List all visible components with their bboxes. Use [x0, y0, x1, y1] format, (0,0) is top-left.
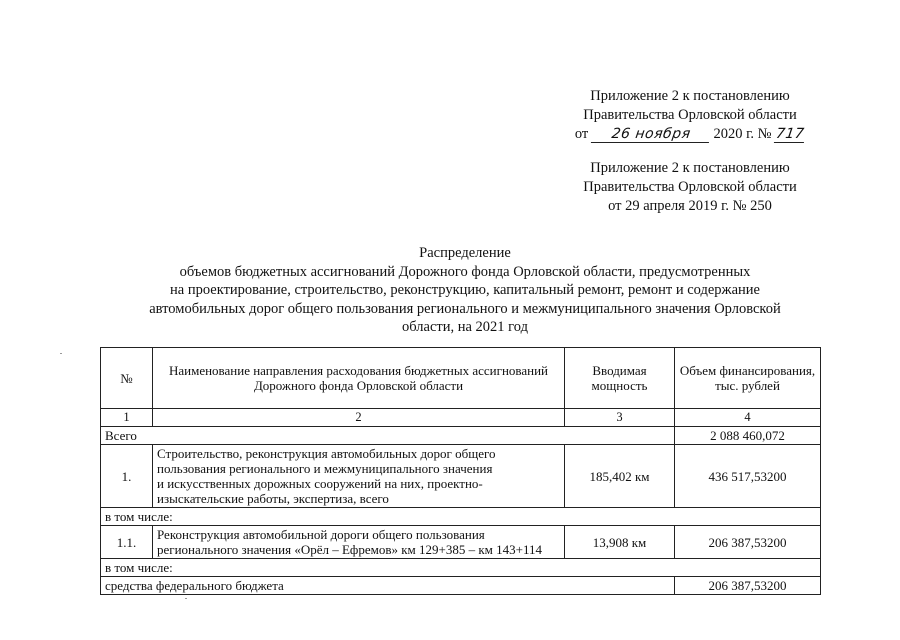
title-line4: автомобильных дорог общего пользования регионального и межмуниципального значения Орловской — [149, 300, 781, 317]
table-header-row — [101, 348, 821, 409]
including-label: в том числе: — [101, 508, 821, 526]
column-number: 3 — [565, 409, 675, 427]
header-capacity-line2: мощность — [591, 378, 648, 393]
amendment-year: 2020 г. № — [713, 126, 772, 142]
table-row-including — [101, 508, 821, 526]
header-funding-line1: Объем финансирования, — [679, 363, 816, 378]
amendment-header — [560, 87, 820, 144]
title-line2: объемов бюджетных ассигнований Дорожного фонда Орловской области, предусмотренных — [179, 263, 751, 280]
allocation-table — [100, 347, 821, 595]
amendment-date-line — [560, 125, 820, 144]
row-capacity: 185,402 км — [565, 445, 675, 508]
row-capacity: 13,908 км — [565, 526, 675, 559]
total-label: Всего — [101, 427, 675, 445]
column-number: 4 — [675, 409, 821, 427]
original-line1: Приложение 2 к постановлению — [590, 160, 790, 176]
header-capacity — [565, 348, 675, 409]
handwritten-number: 717 — [775, 126, 806, 142]
scan-speck — [185, 598, 187, 599]
amendment-line2: Правительства Орловской области — [583, 107, 797, 123]
header-capacity-line1: Вводимая — [592, 363, 647, 378]
title-line3: на проектирование, строительство, реконструкцию, капитальный ремонт, ремонт и содержание — [170, 282, 760, 298]
total-amount: 2 088 460,072 — [675, 427, 821, 445]
header-funding-line2: тыс. рублей — [715, 378, 780, 393]
original-line2: Правительства Орловской области — [583, 179, 797, 195]
row-name — [153, 445, 565, 508]
table-row-federal — [101, 577, 821, 595]
federal-label: средства федерального бюджета — [101, 577, 675, 595]
header-name-line2: Дорожного фонда Орловской области — [253, 378, 464, 393]
row-name — [153, 526, 565, 559]
title-line5: области, на 2021 год — [402, 319, 528, 335]
row-name-line: Реконструкция автомобильной дороги общего пользования — [157, 527, 485, 542]
amendment-line1: Приложение 2 к постановлению — [590, 88, 790, 104]
table-row-total — [101, 427, 821, 445]
row-amount: 436 517,53200 — [675, 445, 821, 508]
handwritten-date: 26 ноября — [591, 127, 711, 143]
title-line1: Распределение — [419, 245, 511, 261]
column-number: 2 — [153, 409, 565, 427]
column-number-row — [101, 409, 821, 427]
original-header — [560, 159, 820, 216]
table-row — [101, 526, 821, 559]
table-row-including — [101, 559, 821, 577]
column-number: 1 — [101, 409, 153, 427]
row-amount: 206 387,53200 — [675, 526, 821, 559]
header-name — [153, 348, 565, 409]
row-name-line: Строительство, реконструкция автомобильных дорог общего — [157, 446, 496, 461]
header-funding — [675, 348, 821, 409]
document-title — [120, 244, 810, 337]
row-name-line: пользования регионального и межмуниципального значения — [157, 461, 493, 476]
federal-amount: 206 387,53200 — [675, 577, 821, 595]
header-name-line1: Наименование направления расходования бюджетных ассигнований — [168, 363, 549, 378]
row-number: 1. — [101, 445, 153, 508]
row-name-line: и искусственных дорожных сооружений на них, проектно- — [157, 476, 483, 491]
row-number: 1.1. — [101, 526, 153, 559]
row-name-line: регионального значения «Орёл – Ефремов» км 129+385 – км 143+114 — [157, 542, 542, 557]
table-row — [101, 445, 821, 508]
header-num: № — [101, 348, 153, 409]
amendment-date-prefix: от — [574, 126, 589, 142]
row-name-line: изыскательские работы, экспертиза, всего — [157, 491, 389, 506]
original-line3: от 29 апреля 2019 г. № 250 — [608, 198, 772, 214]
including-label: в том числе: — [101, 559, 821, 577]
scan-speck — [60, 353, 62, 354]
